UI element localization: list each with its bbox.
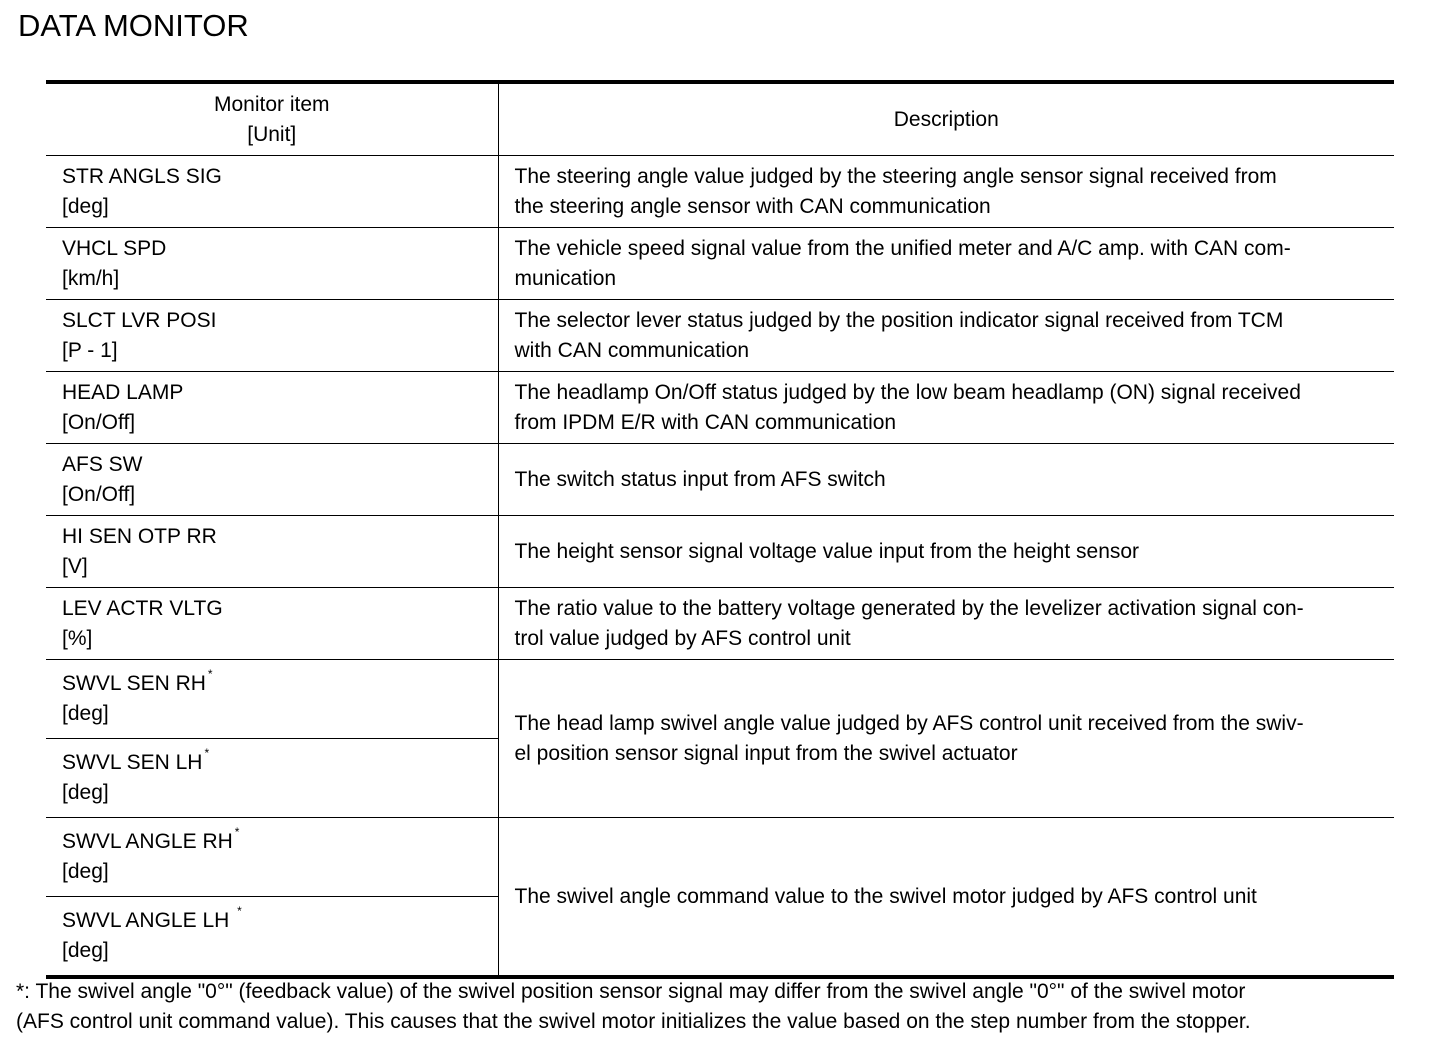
footnote-line: *: The swivel angle "0°" (feedback value) of the swivel position sensor signal may differ from the swivel angle "0°" of the swivel motor	[16, 980, 1246, 1003]
monitor-item-cell	[46, 897, 498, 978]
description-line: The swivel angle command value to the swivel motor judged by AFS control unit	[514, 884, 1257, 908]
description-cell	[498, 300, 1394, 372]
monitor-item-cell	[46, 372, 498, 444]
description-cell	[498, 660, 1394, 818]
description-line: trol value judged by AFS control unit	[514, 626, 851, 650]
description-line: el position sensor signal input from the swivel actuator	[514, 741, 1018, 765]
monitor-item-cell	[46, 300, 498, 372]
table-row	[46, 300, 1394, 372]
monitor-item-unit: [%]	[62, 626, 93, 650]
description-cell	[498, 228, 1394, 300]
monitor-item-name: SWVL SEN RH	[62, 672, 206, 695]
monitor-item-unit: [deg]	[62, 702, 109, 725]
monitor-item-cell	[46, 156, 498, 228]
monitor-item-cell	[46, 818, 498, 897]
footnote-mark: *	[204, 746, 210, 760]
monitor-item-cell	[46, 516, 498, 588]
description-cell	[498, 818, 1394, 978]
footnote	[16, 977, 1426, 1037]
description-line: The selector lever status judged by the position indicator signal received from TCM	[514, 308, 1284, 332]
description-line: The height sensor signal voltage value input from the height sensor	[514, 539, 1140, 563]
footnote-mark: *	[234, 825, 240, 839]
monitor-item-name: STR ANGLS SIG	[62, 164, 222, 188]
monitor-item-cell	[46, 739, 498, 818]
monitor-item-cell	[46, 228, 498, 300]
description-line: The steering angle value judged by the steering angle sensor signal received from	[514, 164, 1277, 188]
monitor-item-unit: [On/Off]	[62, 482, 136, 506]
monitor-item-unit: [deg]	[62, 939, 109, 962]
description-line: from IPDM E/R with CAN communication	[514, 410, 897, 434]
table-row	[46, 444, 1394, 516]
footnote-mark: *	[237, 904, 242, 918]
monitor-item-name: LEV ACTR VLTG	[62, 596, 223, 620]
footnote-line: (AFS control unit command value). This causes that the swivel motor initializes the value based on the step number from the stopper.	[16, 1010, 1251, 1033]
description-cell	[498, 588, 1394, 660]
header-unit-label: [Unit]	[247, 122, 297, 146]
monitor-item-unit: [deg]	[62, 860, 109, 883]
monitor-item-unit: [deg]	[62, 781, 109, 804]
monitor-item-name: AFS SW	[62, 452, 143, 476]
monitor-item-unit: [P - 1]	[62, 338, 118, 362]
table-row	[46, 156, 1394, 228]
table-row	[46, 228, 1394, 300]
description-line: munication	[514, 266, 617, 290]
description-cell	[498, 516, 1394, 588]
header-item-label: Monitor item	[213, 92, 330, 116]
header-monitor-item	[46, 82, 498, 156]
monitor-item-name: SLCT LVR POSI	[62, 308, 217, 332]
data-monitor-table	[46, 80, 1394, 979]
monitor-item-name: SWVL ANGLE RH	[62, 830, 233, 853]
table-row	[46, 516, 1394, 588]
monitor-item-name: HI SEN OTP RR	[62, 524, 217, 548]
monitor-item-unit: [On/Off]	[62, 410, 136, 434]
description-line: with CAN communication	[514, 338, 750, 362]
description-line: The vehicle speed signal value from the unified meter and A/C amp. with CAN com-	[514, 236, 1291, 260]
monitor-item-cell	[46, 660, 498, 739]
description-line: The ratio value to the battery voltage generated by the levelizer activation signal con-	[514, 596, 1304, 620]
monitor-item-cell	[46, 588, 498, 660]
table-row	[46, 818, 1394, 897]
description-cell	[498, 444, 1394, 516]
monitor-item-unit: [deg]	[62, 194, 109, 218]
table-row	[46, 660, 1394, 739]
description-line: the steering angle sensor with CAN communication	[514, 194, 991, 218]
table-row	[46, 588, 1394, 660]
table-row	[46, 372, 1394, 444]
description-line: The switch status input from AFS switch	[514, 467, 886, 491]
monitor-item-name: SWVL ANGLE LH	[62, 909, 236, 932]
footnote-mark: *	[207, 667, 213, 681]
monitor-item-unit: [V]	[62, 554, 88, 578]
description-cell	[498, 156, 1394, 228]
description-cell	[498, 372, 1394, 444]
page-title: DATA MONITOR	[18, 8, 249, 43]
monitor-item-name: VHCL SPD	[62, 236, 167, 260]
header-description: Description	[498, 82, 1394, 156]
monitor-item-name: HEAD LAMP	[62, 380, 184, 404]
monitor-item-name: SWVL SEN LH	[62, 751, 203, 774]
monitor-item-unit: [km/h]	[62, 266, 120, 290]
table-header-row	[46, 82, 1394, 156]
description-line: The head lamp swivel angle value judged by AFS control unit received from the swiv-	[514, 711, 1304, 735]
description-line: The headlamp On/Off status judged by the low beam headlamp (ON) signal received	[514, 380, 1301, 404]
monitor-item-cell	[46, 444, 498, 516]
